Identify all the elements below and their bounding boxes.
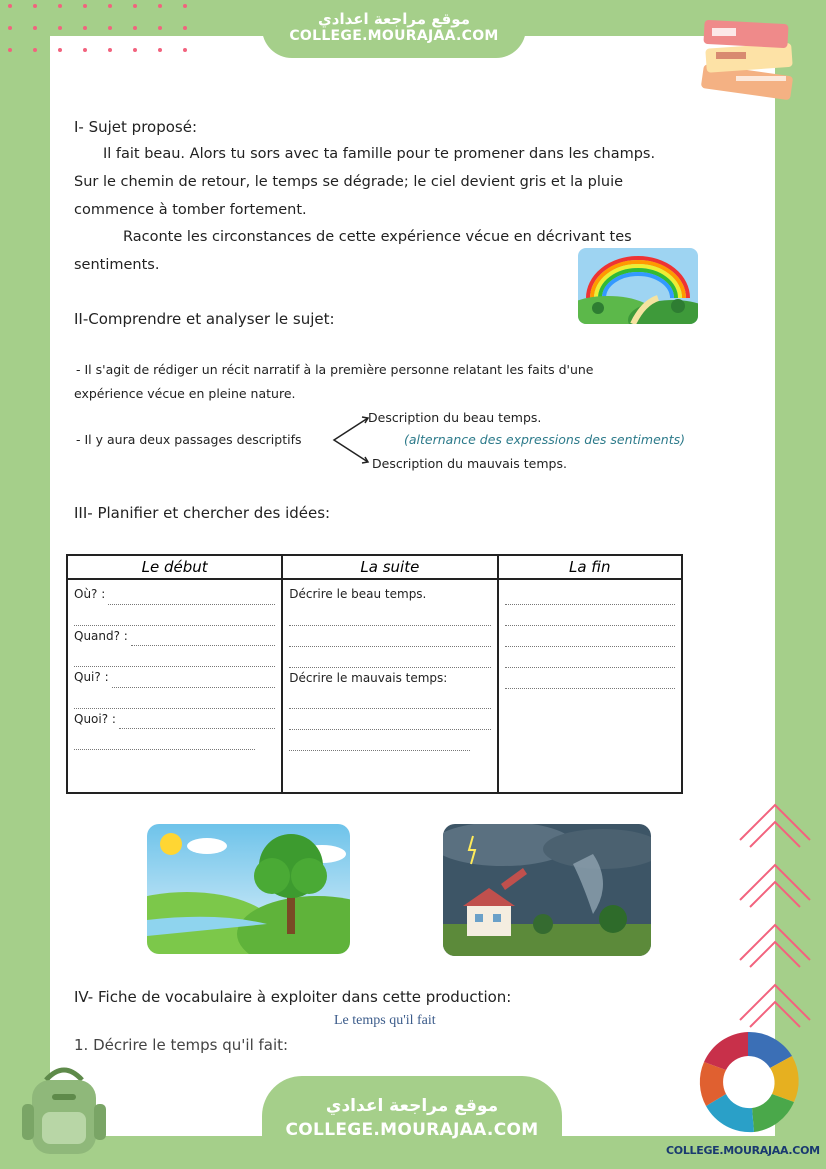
school-wheel-logo <box>694 1022 818 1140</box>
branch-brace-icon <box>330 412 372 468</box>
section2-bullet2: - Il y aura deux passages descriptifs <box>76 432 302 447</box>
debut-qui-line <box>74 667 275 688</box>
debut-quoi-line <box>74 709 275 730</box>
branch-bottom-text: Description du mauvais temps. <box>372 456 567 471</box>
decorative-dot <box>33 48 37 52</box>
decorative-dot <box>58 48 62 52</box>
decorative-dot <box>158 48 162 52</box>
decorative-dot <box>33 4 37 8</box>
suite-mauvais-label: Décrire le mauvais temps: <box>289 670 448 685</box>
debut-qui-label: Qui? : <box>74 670 109 684</box>
chevron-up-icon <box>735 915 815 975</box>
decorative-dot <box>83 48 87 52</box>
section1-line2: Sur le chemin de retour, le temps se dégrade; le ciel devient gris et la pluie <box>74 174 624 190</box>
column-debut: Le début <box>67 555 282 579</box>
decorative-dot <box>183 4 187 8</box>
decorative-dot <box>183 48 187 52</box>
decorative-dot <box>108 4 112 8</box>
decorative-dot <box>183 26 187 30</box>
storm-image <box>443 824 651 956</box>
decorative-dot <box>8 4 12 8</box>
logo-url-text[interactable]: COLLEGE.MOURAJAA.COM <box>666 1144 820 1157</box>
sunny-landscape-image <box>147 824 350 954</box>
bottom-banner <box>262 1076 562 1169</box>
debut-ou-line <box>74 584 275 605</box>
branch-note-text: (alternance des expressions des sentiments) <box>404 432 685 447</box>
section1-line3: commence à tomber fortement. <box>74 202 307 218</box>
decorative-dot <box>58 26 62 30</box>
section1-line5: sentiments. <box>74 257 160 273</box>
decorative-dot <box>158 4 162 8</box>
branch-top-text: Description du beau temps. <box>368 410 542 425</box>
decorative-dot <box>33 26 37 30</box>
section1-line1: Il fait beau. Alors tu sors avec ta famille pour te promener dans les champs. <box>103 146 656 162</box>
decorative-dot <box>8 26 12 30</box>
section1-line4: Raconte les circonstances de cette expérience vécue en décrivant tes <box>123 229 632 245</box>
column-fin: La fin <box>498 555 683 579</box>
debut-quand-line <box>74 626 275 647</box>
chevron-up-icon <box>735 855 815 915</box>
column-suite: La suite <box>282 555 497 579</box>
section4-subtitle: Le temps qu'il fait <box>334 1013 436 1028</box>
decorative-dot <box>108 26 112 30</box>
debut-cell <box>67 579 282 793</box>
decorative-dot <box>133 48 137 52</box>
section2-heading: II-Comprendre et analyser le sujet: <box>74 310 335 328</box>
rainbow-image <box>578 248 698 324</box>
decorative-dot <box>108 48 112 52</box>
section4-item1: 1. Décrire le temps qu'il fait: <box>74 1036 289 1054</box>
decorative-dot <box>133 4 137 8</box>
decorative-dot <box>83 26 87 30</box>
section1-heading: I- Sujet proposé: <box>74 118 198 136</box>
section2-bullet1a: - Il s'agit de rédiger un récit narratif à la première personne relatant les faits d'une <box>76 362 594 377</box>
suite-cell <box>282 579 497 793</box>
decorative-dot <box>58 4 62 8</box>
fin-cell <box>498 579 683 793</box>
suite-beau-label: Décrire le beau temps. <box>289 587 427 601</box>
decorative-dot <box>158 26 162 30</box>
top-banner <box>262 0 526 58</box>
debut-quand-label: Quand? : <box>74 628 128 643</box>
decorative-dot <box>8 48 12 52</box>
planning-table <box>66 554 683 794</box>
bottom-banner-arabic-title: موقع مراجعة اعدادي <box>325 1096 499 1116</box>
banner-url[interactable]: COLLEGE.MOURAJAA.COM <box>289 28 499 44</box>
banner-arabic-title: موقع مراجعة اعدادي <box>318 10 470 28</box>
decorative-dots <box>8 0 208 60</box>
debut-ou-label: Où? : <box>74 587 106 601</box>
section3-heading: III- Planifier et chercher des idées: <box>74 504 331 522</box>
debut-quoi-label: Quoi? : <box>74 711 116 726</box>
bottom-banner-url[interactable]: COLLEGE.MOURAJAA.COM <box>285 1120 539 1140</box>
backpack-icon <box>14 1060 114 1160</box>
decorative-dot <box>83 4 87 8</box>
section2-bullet1b: expérience vécue en pleine nature. <box>74 386 296 401</box>
chevron-up-icon <box>735 795 815 855</box>
decorative-dot <box>133 26 137 30</box>
section4-heading: IV- Fiche de vocabulaire à exploiter dans cette production: <box>74 988 512 1006</box>
books-icon <box>696 12 804 100</box>
